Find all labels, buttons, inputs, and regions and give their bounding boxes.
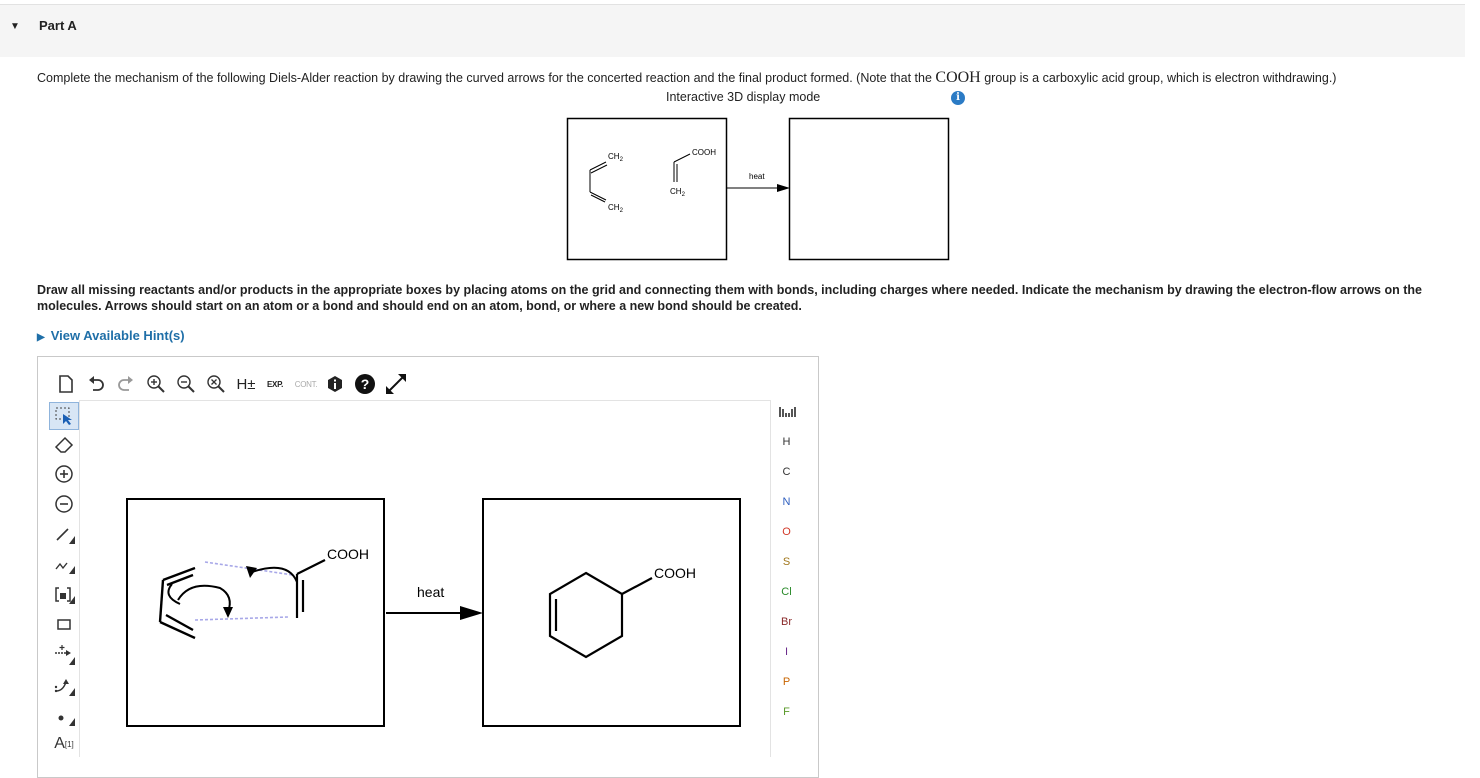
hint-caret-icon: ▶ [37, 332, 45, 343]
positive-charge-tool-icon[interactable] [49, 460, 79, 488]
collapse-caret-icon[interactable]: ▼ [10, 21, 20, 32]
atom-button-n[interactable]: N [782, 496, 791, 508]
canvas-product-box [483, 499, 740, 726]
atom-button-i[interactable]: I [784, 646, 789, 658]
curved-arrow-tool-icon[interactable] [49, 672, 79, 700]
atom-button-f[interactable]: F [783, 706, 790, 718]
rectangle-tool-icon[interactable] [49, 610, 79, 638]
diene-bottom-label: $CH_2$ [608, 203, 623, 214]
info-icon[interactable]: i [951, 91, 965, 105]
redo-icon[interactable] [115, 368, 137, 400]
selection-tool-icon[interactable] [49, 402, 79, 430]
atom-button-o[interactable]: O [782, 526, 791, 538]
atom-label-tool-sup: [1] [64, 739, 74, 749]
product-box [790, 119, 949, 260]
help-icon[interactable] [353, 368, 377, 400]
dienophile-group-label: COOH [692, 148, 716, 157]
canvas-product-cooh: COOH [654, 565, 696, 581]
canvas-arrow-label: heat [417, 584, 445, 600]
reaction-arrow-head [777, 184, 790, 192]
lone-pair-tool-icon[interactable] [49, 702, 79, 730]
new-document-icon[interactable] [55, 368, 77, 400]
eraser-tool-icon[interactable] [49, 430, 79, 458]
fullscreen-icon[interactable] [383, 368, 409, 400]
editor-toolbar [49, 368, 801, 401]
dienophile-ch2-label: $CH_2$ [670, 187, 685, 198]
atom-button-c[interactable]: C [782, 466, 791, 478]
contract-button[interactable]: CONT. [294, 379, 318, 389]
question-text-before: Complete the mechanism of the following Diels-Alder reaction by drawing the curved arrows for the concerted reaction and the final product formed. (Note that the [37, 71, 936, 85]
question-cooh: COOH [935, 69, 981, 86]
chain-tool-icon[interactable] [49, 550, 79, 578]
info-hexagon-icon[interactable] [325, 368, 345, 400]
negative-charge-tool-icon[interactable] [49, 490, 79, 518]
zoom-out-icon[interactable] [175, 368, 197, 400]
zoom-reset-icon[interactable] [205, 368, 227, 400]
hydrogen-toggle-button[interactable]: H± [236, 375, 256, 393]
diene-top-label: $CH_2$ [608, 152, 623, 163]
svg-text:?: ? [360, 376, 370, 392]
canvas-reactant-box [127, 499, 384, 726]
view-hints-link[interactable] [37, 328, 185, 343]
atom-button-cl[interactable]: Cl [781, 586, 792, 598]
hints-link-label: View Available Hint(s) [50, 328, 185, 343]
atom-label-tool-text: A [54, 735, 65, 752]
reaction-preview [566, 117, 952, 263]
periodic-table-icon[interactable] [771, 406, 802, 421]
expand-button[interactable]: EXP. [267, 379, 283, 389]
zoom-in-icon[interactable] [145, 368, 167, 400]
atom-label-tool[interactable] [49, 730, 79, 758]
question-text-after: group is a carboxylic acid group, which is electron withdrawing.) [980, 71, 1337, 85]
canvas-reactant-cooh: COOH [327, 546, 369, 562]
atom-button-s[interactable]: S [782, 556, 791, 568]
part-header[interactable] [0, 5, 1465, 57]
reaction-arrow-label: heat [749, 172, 765, 181]
undo-icon[interactable] [85, 368, 107, 400]
canvas-arrow-head [460, 606, 483, 620]
atom-button-br[interactable]: Br [781, 616, 792, 628]
reaction-arrow-tool-icon[interactable] [49, 640, 79, 668]
reactant-box [568, 119, 727, 260]
drawing-canvas[interactable] [80, 401, 769, 757]
bracket-tool-icon[interactable] [49, 580, 79, 608]
atom-button-h[interactable]: H [782, 436, 791, 448]
atom-palette [770, 400, 802, 757]
atom-button-p[interactable]: P [782, 676, 791, 688]
single-bond-tool-icon[interactable] [49, 520, 79, 548]
drawing-instructions: Draw all missing reactants and/or products in the appropriate boxes by placing atoms on the grid and connecting them with bonds, including charges where needed. Indicate the mechanism by drawing the electron-flow arrows on the molecules. Arrows should start on an atom or a bond and should end on an atom, bond, or where a new bond should be created. [37, 283, 1422, 313]
left-tool-palette [49, 400, 80, 757]
display-mode-text: Interactive 3D display mode [666, 90, 821, 104]
part-title[interactable]: Part A [39, 18, 77, 33]
question-text [37, 69, 1336, 87]
